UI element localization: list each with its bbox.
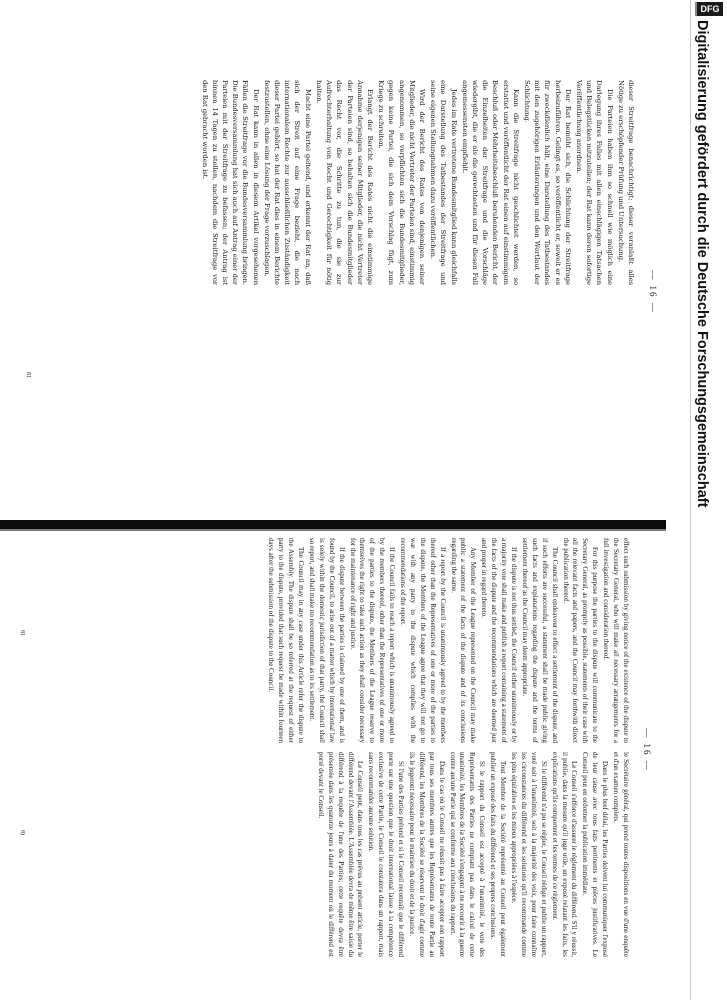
paragraph: Die Parteien haben ihm so schnell wie möglich eine Darlegung ihres Falles mit allen einschlägigen Tatsachen und Belegstücken mitzuteilen; der Rat kann deren sofortige Veröffentlichung anordnen. (574, 80, 614, 285)
paragraph: Si l'une des Parties prétend et si le Conseil reconnaît que le différend porte sur une question que le droit international laisse à la compétence exclusive de cette Partie, le Conseil le constatera dans un rapport, mais sans recommander aucune solution. (367, 752, 406, 957)
paragraph: Wird der Bericht des Rates von denjenigen seiner Mitglieder, die nicht Vertreter der Parteien sind, einstimmig angenommen, so verpflichten sich die Bundesmitglieder, gegen keine Partei, die sich dem Vorschlag fügt, zum Kriege zu schreiten. (377, 80, 426, 285)
paragraph: Tout Membre de la Société représenté au Conseil peut également publier un exposé des faits du différend et ses propres conclusions. (489, 752, 508, 957)
paragraph: Si le différend n'a pu se régler, le Conseil rédige et publie un rapport, voté soit à l'unanimité, soit à la majorité des voix, pour faire connaître les circonstances du différend et les solutions qu'il recommande comme les plus équitables et les mieux appropriées à l'espèce. (510, 752, 548, 957)
paragraph: If a report by the Council is unanimously agreed to by the members thereof other than the Representatives of one or more of the parties to the dispute, the Members of the League agree that they will not go to war with any party to the dispute which complies with the recommendations of the report. (399, 538, 447, 743)
paragraph: Der Rat bemüht sich, die Schlichtung der Streitfrage herbeizuführen. Gelingt es, so veröffentlicht er, soweit er es für zweckdienlich hält, eine Darstellung des Tatbestandes mit den zugehörigen Erläuterungen und den Wortlaut der Schlichtung. (522, 80, 572, 285)
paragraph: effect such submission by giving notice of the existence of the dispute to the Secretary General, who will make all necessary arrangements for a full investigation and consideration thereof. (602, 538, 630, 743)
paragraph: Kann die Streitfrage nicht geschlichtet werden, so erstattet und veröffentlicht der Rat einen auf einstimmigem Beschluß oder Mehrheitsbeschluß beruhenden Bericht, der die Einzelheiten der Streitfrage und die Vorschläge wiedergibt, die er als die gerechtesten und für diesen Fall angemessensten empfiehlt. (460, 80, 520, 285)
paragraph: If the dispute between the parties is claimed by one of them, and is found by the Council, to arise out of a matter which by international law is solely within the domestic jurisdiction of that party, the Council shall so report, and shall make no recommendation as to its settlement. (307, 538, 346, 743)
paragraph: le Secrétaire général, qui prend toutes dispositions en vue d'une enquête et d'un examen complets. (612, 752, 630, 957)
french-text-column (5, 752, 630, 957)
digitization-credit: Digitalisierung gefördert durch die Deutsche Forschungsgemeinschaft (694, 20, 710, 508)
english-french-text-page (0, 530, 660, 970)
paragraph: If the dispute is not thus settled, the Council either unanimously or by a majority vote shall make and publish a report containing a statement of the facts of the dispute and the recommendations which are deemed just and proper in regard thereto. (480, 538, 519, 743)
paragraph: The Council shall endeavour to effect a settlement of the dispute, and if such efforts are successful, a statement shall be made public giving such facts and explanations regarding the dispute and the terms of settlement thereof as the Council may deem appropriate. (520, 538, 559, 743)
paragraph: Dans le plus bref délai, les Parties doivent lui communiquer l'exposé de leur cause avec tous faits pertinents et pièces justificatives. Le Conseil peut en ordonner la publication immédiate. (581, 752, 610, 957)
paragraph: If the Council fails to reach a report which is unanimously agreed to by the members thereof, other than the Representatives of one or more of the parties to the dispute, the Members of the League reserve to themselves the right to take such action as they shall consider necessary for the maintenance of right and justice. (348, 538, 397, 743)
german-text-page (6, 72, 666, 512)
signature-mark: 81 (19, 630, 25, 636)
paragraph: dieser Streitfrage benachrichtigt; dieser veranlaßt alles Nötige zu erschöpfender Prüfung und Untersuchung. (616, 80, 635, 285)
english-text-column (5, 538, 630, 743)
german-text-column-left (11, 80, 636, 285)
paragraph: Le Conseil peut, dans tous les cas prévus au présent article, porter le différend devant l'Assemblée. L'Assemblée devra de même être saisie du différend à la requête de l'une des Parties; cette requête devra être présentée dans les quatorze jours à dater du moment où le différend est porté devant le Conseil. (316, 752, 365, 957)
paragraph: Dans le cas où le Conseil ne réussit pas à faire accepter son rapport par tous ses membres autres que les Représentants de toute Partie au différend, les Membres de la Société se réservent le droit d'agir comme ils le jugeront nécessaire pour le maintien du droit et de la justice. (407, 752, 446, 957)
page-gutter-band (0, 520, 666, 529)
paragraph: Erlangt der Bericht des Rates nicht die einstimmige Annahme derjenigen seiner Mitglieder, die nicht Vertreter der Parteien sind, so behalten sich die Bundesmitglieder das Recht vor, die Schritte zu tun, die sie zur Aufrechterhaltung von Recht und Gerechtigkeit für nötig halten. (314, 80, 374, 285)
paragraph: Le Conseil s'efforce d'assurer le règlement du différend. S'il y réussit, il publie, dans la mesure qu'il juge utile, un exposé relatant les faits, les explications qu'ils comportent et les termes de ce règlement. (550, 752, 579, 957)
paragraph: Der Rat kann in allen in diesem Artikel vorgesehenen Fällen die Streitfrage vor die Bundesversammlung bringen. Die Bundesversammlung hat sich auch auf Antrag einer der Parteien mit der Streitfrage zu befassen; der Antrag ist binnen 14 Tagen zu stellen, nachdem die Streitfrage vor den Rat gebracht worden ist. (200, 80, 260, 285)
paragraph: Si le rapport du Conseil est accepté à l'unanimité, le vote des Représentants des Parties ne comptant pas dans le calcul de cette unanimité, les Membres de la Société s'engagent à ne recourir à la guerre contre aucune Partie qui se conforme aux conclusions du rapport. (448, 752, 487, 957)
paragraph: Jedes im Rate vertretene Bundesmitglied kann gleichfalls eine Darstellung des Tatbestandes der Streitfrage und seine eigenen Stellungnahmen dazu veröffentlichen. (429, 80, 458, 285)
paragraph: For this purpose the parties to the dispute will communicate to the Secretary General, as promptly as possible, statements of their case with all the relevant facts and papers, and the Council may forthwith direct the publication thereof. (561, 538, 600, 743)
paragraph: Any Member of the League represented on the Council may make public a statement of the facts of the dispute and of its conclusions regarding the same. (449, 538, 478, 743)
paragraph: The Council may in any case under this Article refer the dispute to the Assembly. The dispute shall be so referred at the request of either party to the dispute, provided that such request be made within fourteen days after the submission of the dispute to the Council. (267, 538, 305, 743)
paragraph: Macht eine Partei geltend, und erkennt der Rat an, daß sich der Streit auf eine Frage bezieht, die nach internationalem Rechte zur ausschließlichen Zuständigkeit dieser Partei gehört, so hat der Rat dies in einem Berichte festzustellen, ohne eine Lösung der Frage vorzuschlagen. (262, 80, 312, 285)
page-number: — 16 — (642, 728, 652, 772)
page-number: — 16 — (648, 270, 658, 314)
signature-mark: 8) (19, 830, 25, 835)
dfg-logo: DFG (697, 2, 723, 16)
signature-mark: 81 (25, 372, 31, 378)
